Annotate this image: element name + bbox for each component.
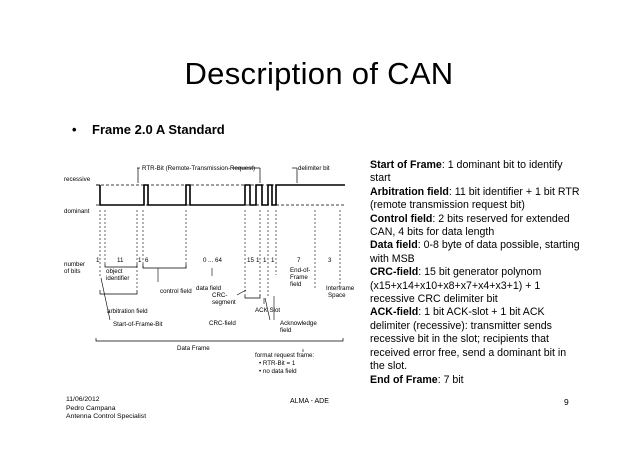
recessive-label: recessive bbox=[64, 176, 91, 183]
footer-date: 11/06/2012 bbox=[66, 396, 100, 403]
data-frame-label: Data Frame bbox=[177, 345, 210, 352]
number-of-bits-label-2: of bits bbox=[64, 268, 81, 275]
ack-slot-label: ACK Slot bbox=[255, 307, 281, 314]
bits-crc-delim: 1 bbox=[256, 257, 260, 264]
crc-segment-label-2: segment bbox=[212, 299, 236, 306]
crc-field-label: CRC-field bbox=[209, 320, 236, 327]
bits-ifs: 3 bbox=[328, 257, 332, 264]
data-field-label: data field bbox=[196, 285, 222, 292]
format-request-nodata-label: • no data field bbox=[259, 368, 297, 375]
bits-ack: 1 bbox=[263, 257, 267, 264]
desc-control-field: Control field: 2 bits reserved for extended CAN, 4 bits for data length bbox=[370, 212, 570, 239]
bits-crc: 15 bbox=[247, 257, 254, 264]
signal-waveform bbox=[100, 185, 345, 205]
field-description-list bbox=[370, 159, 582, 387]
page-number: 9 bbox=[564, 397, 569, 407]
acknowledge-field-label-2: field bbox=[280, 327, 292, 334]
acknowledge-field-label-1: Acknowledge bbox=[280, 320, 317, 327]
desc-end-of-frame: End of Frame: 7 bit bbox=[370, 373, 464, 386]
desc-ack-field: ACK-field: 1 bit ACK-slot + 1 bit ACK delimiter (recessive): transmitter sends recessive bit in the slot; recipients that received error free, send a dominant bit in the slot. bbox=[370, 306, 567, 373]
object-identifier-label-2: identifier bbox=[106, 275, 130, 282]
footer-role: Antenna Control Specialist bbox=[66, 413, 147, 421]
bits-ack-delim: 1 bbox=[271, 257, 275, 264]
bits-eof: 7 bbox=[297, 257, 301, 264]
interframe-label-2: Space bbox=[328, 292, 346, 299]
crc-segment-label-1: CRC- bbox=[212, 292, 228, 299]
object-identifier-label-1: object bbox=[106, 268, 123, 275]
delimiter-bit-label: delimiter bit bbox=[298, 165, 330, 172]
footer-author: Pedro Campana bbox=[66, 404, 116, 412]
end-of-frame-label-2: Frame bbox=[290, 274, 308, 281]
end-of-frame-label-3: field bbox=[290, 281, 302, 288]
bits-identifier: 11 bbox=[117, 257, 124, 264]
bits-rtr: 1 bbox=[138, 257, 142, 264]
number-of-bits-label-1: number bbox=[64, 261, 85, 268]
footer-center-text: ALMA - ADE bbox=[290, 398, 329, 405]
bits-data: 0 ... 64 bbox=[203, 257, 222, 264]
rtr-bit-label: RTR-Bit (Remote-Transmission-Request) bbox=[142, 165, 256, 172]
bits-control: 6 bbox=[145, 257, 149, 264]
end-of-frame-label-1: End-of- bbox=[290, 267, 311, 274]
footer-author-block bbox=[66, 396, 146, 422]
arbitration-field-label: arbitration field bbox=[107, 308, 148, 315]
format-request-rtr-label: • RTR-Bit = 1 bbox=[259, 360, 296, 367]
interframe-label-1: Interframe bbox=[326, 285, 355, 292]
slide-title: Description of CAN bbox=[184, 56, 454, 91]
bullet-text: Frame 2.0 A Standard bbox=[92, 122, 225, 137]
desc-start-of-frame: Start of Frame: 1 dominant bit to identify start bbox=[370, 159, 563, 185]
dominant-label: dominant bbox=[64, 208, 90, 215]
control-field-label: control field bbox=[160, 288, 192, 295]
desc-arbitration-field: Arbitration field: 11 bit identifier + 1 bit RTR (remote transmission request bit) bbox=[370, 185, 580, 212]
desc-crc-field: CRC-field: 15 bit generator polynom (x15+x14+x10+x8+x7+x4+x3+1) + 1 recessive CRC delimiter bit bbox=[370, 266, 542, 306]
desc-data-field: Data field: 0-8 byte of data possible, starting with MSB bbox=[370, 239, 580, 265]
bullet-dot: • bbox=[72, 122, 77, 137]
format-request-label: format request frame: bbox=[255, 352, 315, 359]
start-of-frame-bit-label: Start-of-Frame-Bit bbox=[113, 321, 163, 328]
bits-sof: 1 bbox=[96, 257, 100, 264]
